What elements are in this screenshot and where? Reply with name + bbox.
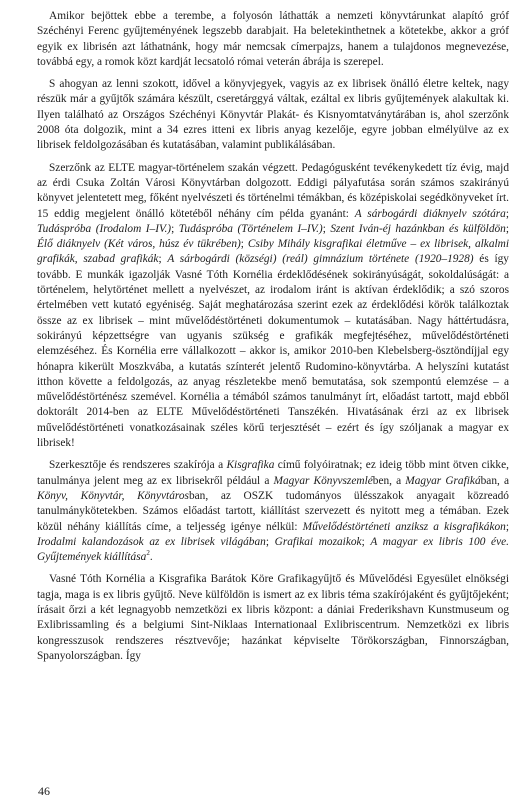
- text-run: Szerkesztője és rendszeres szakírója a: [49, 459, 227, 472]
- text-run: Amikor bejöttek ebbe a terembe, a folyosón láthatták a nemzeti könyvtárunkat alapító gróf Széchényi Ferenc gyűjteményének legszebb darabjait. Ha beletekinthetnek a kötetekbe, akkor a gróf egyik ex librisén azt láthatnánk, hogy már nemcsak címerpajzs, hanem a tulajdonos megnevezése, továbbá egy, a romok közt kardját lecsatoló római veterán ábrája is szerepel.: [37, 10, 509, 68]
- footnote-reference: 2: [146, 549, 150, 558]
- text-run: ban, a: [480, 474, 510, 487]
- text-run: ben, a: [372, 474, 406, 487]
- text-run: ;: [265, 535, 275, 548]
- italic-title: Könyv, Könyvtár, Könyvtáros: [37, 489, 189, 502]
- body-paragraph: [37, 9, 509, 70]
- body-paragraph: [37, 161, 509, 452]
- italic-title: Csiby Mihály kisgrafikai életműve – ex librisek, alkalmi grafikák, szabad grafikák: [37, 238, 509, 266]
- text-run: Szerzőnk az ELTE magyar-történelem szakán végzett. Pedagógusként tevékenykedett tíz évig, majd az érdi Csuka Zoltán Városi Könyvtárban dolgozott. Eddigi pályafutása során számos szakirányú könyvet jelentetett meg, főként nyelvészeti és történelmi témákban, és középiskolai segédkönyveket írt. 15 eddig megjelent önálló kötetéből néhány cím példa gyanánt:: [37, 161, 509, 220]
- text-run: című folyóiratnak; ez ideig több mint ötven cikke, tanulmánya jelent meg az ex librisekről például a: [37, 459, 509, 487]
- body-paragraph: [37, 77, 509, 153]
- page-number: 46: [38, 784, 50, 798]
- italic-title: A sárbogárdi (községi) (reál) gimnázium története (1920–1928): [167, 253, 474, 266]
- italic-title: A magyar ex libris 100 éve. Gyűjtemények kiállítása: [37, 535, 509, 564]
- italic-title: Élő diáknyelv (Két város, húsz év tükrében): [37, 238, 241, 251]
- body-text: [37, 9, 509, 664]
- text-run: ;: [322, 222, 331, 235]
- text-run: ;: [361, 535, 371, 548]
- text-run: ;: [505, 520, 509, 533]
- italic-title: Magyar Könyvszemlé: [273, 474, 373, 487]
- italic-title: Grafikai mozaikok: [274, 535, 362, 548]
- italic-title: Tudáspróba (Történelem I–IV.): [178, 222, 323, 235]
- text-run: ;: [158, 253, 168, 266]
- body-paragraph: [37, 458, 509, 565]
- text-run: ;: [505, 207, 509, 220]
- text-run: ;: [505, 222, 509, 235]
- text-run: .: [149, 551, 153, 564]
- text-run: Vasné Tóth Kornélia a Kisgrafika Barátok Köre Grafikagyűjtő és Művelődési Egyesület elnökségi tagja, maga is ex libris gyűjtő. Neve külföldön is ismert az ex libris téma szakírójaként és gyűjtőjeként; írásait őrzi a két legnagyobb nemzetközi ex libris központ: a dániai Frederikshavn Kunstmuseum og Exlibrissamling és a belgiumi Sint-Niklaas Internationaal Exlibriscentrum. Nemzetközi ex libris kongresszusok rendszeres résztvevője; hazánkat képviselte Törökországban, Finnországban, Spanyolországban. Így: [37, 573, 509, 662]
- italic-title: Tudáspróba (Irodalom I–IV.): [37, 222, 172, 235]
- italic-title: Szent Iván-éj hazánkban és külföldön: [330, 222, 506, 235]
- text-run: ;: [171, 222, 179, 235]
- italic-title: Művelődéstörténeti anziksz a kisgrafikákon: [302, 520, 506, 533]
- body-paragraph: [37, 572, 509, 664]
- italic-title: Magyar Grafiká: [405, 474, 481, 487]
- text-run: és így tovább. E munkák igazolják Vasné Tóth Kornélia érdeklődésének sokirányúságát, sokoldalúságát: a történelem, helytörténet mellett a nyelvészet, az irodalom iránt is aktívan érdeklődik; a szó szoros értelmében vett kutató egyéniség. Saját meghatározása szerint ezek az érdeklődési körök találkoztak össze az ex librisek – mint művelődéstörténeti dokumentumok – kutatásában. Nagy háttértudásra, sokirányú képzettségre van ugyanis szükség e grafikák megfejtéséhez, művelődéstörténeti elemzéséhez. És Kornélia erre vállalkozott – akkor is, amikor 2010-ben Klebelsberg-ösztöndíjjal egy hónapra kikerült Moszkvába, a kutatás színterét jelentő Rudomino-könyvtárba. A helyszíni kutatást itthon követte a feldolgozás, az anyag részletekbe menő bemutatása, sok szempontú elemzése – a művelődéstörténész szemével. Kornélia a témából számos tanulmányt írt, előadást tartott, majd ebből doktorált 2014-ben az ELTE Művelődéstörténeti Tanszékén. Hivatásának érzi az ex librisek művelődéstörténeti vonatkozásainak széles körű terjesztését – ezért és így szóljanak a magyar ex librisek!: [37, 253, 509, 450]
- italic-title: Kisgrafika: [226, 459, 275, 472]
- text-run: S ahogyan az lenni szokott, idővel a könyvjegyek, vagyis az ex librisek önálló életre keltek, nagy részük már a gyűjtők számára készült, cseretárggyá váltak, ezáltal ex libris gyűjtemények alakultak ki. Ilyen található az Országos Széchényi Könyvtár Plakát- és Kisnyomtatványtárában is, ahol szerzőnk 2008 óta dolgozik, mint a 34 ezres itteni ex libris anyag kezelője, egyre jobban elmélyülve az ex librisek feldolgozásában és kutatásában, valamint publikálásában.: [37, 78, 509, 152]
- text-run: ;: [240, 238, 248, 251]
- text-run: ban, az OSZK tudományos ülésszakok anyagait közreadó tanulmánykötetekben. Számos előadást tartott, kiállítást szervezett és nyitott meg a témában. Ezek közül néhány kiállítás címe, a teljesség igénye nélkül:: [37, 489, 509, 533]
- italic-title: A sárbogárdi diáknyelv szótára: [354, 207, 506, 220]
- italic-title: Irodalmi kalandozások az ex librisek világában: [37, 535, 266, 548]
